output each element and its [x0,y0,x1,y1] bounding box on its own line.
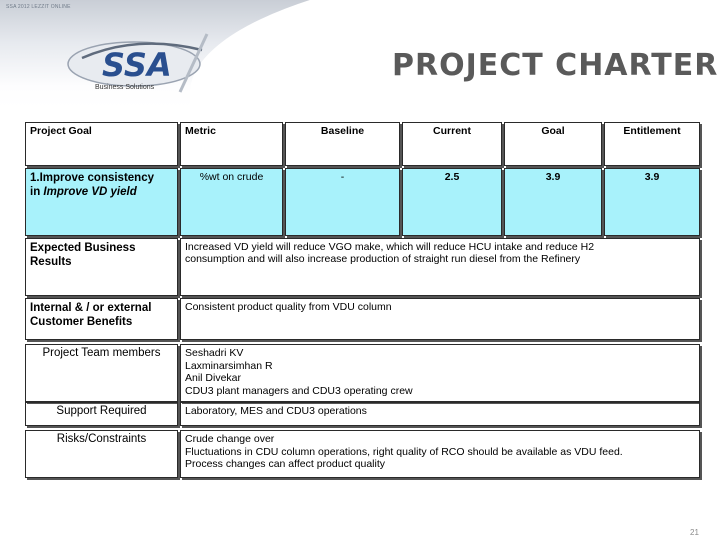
support-label: Support Required [25,402,178,426]
benefits-label-line2: Customer Benefits [30,316,133,328]
benefits-label-line1: Internal & / or external [30,302,152,314]
goal-metric: %wt on crude [180,168,283,236]
header-project-goal: Project Goal [25,122,178,166]
goal-row [25,168,700,236]
table-header-row [25,122,700,166]
logo-letters: SSA [102,46,172,84]
goal-line2-prefix: in [30,186,44,198]
logo-subtitle: Business Solutions [95,84,155,91]
expected-results-row [25,238,700,296]
team-row [25,344,700,402]
risks-text [180,430,700,478]
expected-line2: consumption and will also increase production of straight run diesel from the Refinery [185,253,581,265]
goal-baseline: - [285,168,400,236]
goal-entitlement: 3.9 [604,168,700,236]
team-member: Seshadri KV [185,347,244,359]
risk-line: Crude change over [185,433,275,445]
benefits-row [25,298,700,340]
benefits-text: Consistent product quality from VDU column [180,298,700,340]
risks-label: Risks/Constraints [25,430,178,478]
support-text: Laboratory, MES and CDU3 operations [180,402,700,426]
support-row [25,402,700,426]
risks-row [25,430,700,478]
header-baseline: Baseline [285,122,400,166]
team-member: Anil Divekar [185,372,242,384]
expected-results-text [180,238,700,296]
header-entitlement: Entitlement [604,122,700,166]
page-number: 21 [690,528,699,537]
header-current: Current [402,122,502,166]
risk-line: Fluctuations in CDU column operations, right quality of RCO should be available as VDU feed. [185,445,623,458]
team-members [180,344,700,402]
goal-line1: 1.Improve consistency [30,172,154,184]
team-label: Project Team members [25,344,178,402]
header-goal: Goal [504,122,602,166]
header-tiny-text: SSA 2012 LEZZIT ONLINE [6,4,71,10]
goal-line2-emphasis: Improve VD yield [43,186,137,198]
team-member: CDU3 plant managers and CDU3 operating crew [185,384,413,397]
page-title: PROJECT CHARTER [392,48,719,83]
expected-line1: Increased VD yield will reduce VGO make, which will reduce HCU intake and reduce H2 [185,241,595,253]
risk-line: Process changes can affect product quality [185,458,386,470]
goal-target: 3.9 [504,168,602,236]
team-member: Laxminarsimhan R [185,359,273,372]
goal-current: 2.5 [402,168,502,236]
expected-results-label: Expected Business Results [25,238,178,296]
header-metric: Metric [180,122,283,166]
benefits-label [25,298,178,340]
goal-description [25,168,178,236]
